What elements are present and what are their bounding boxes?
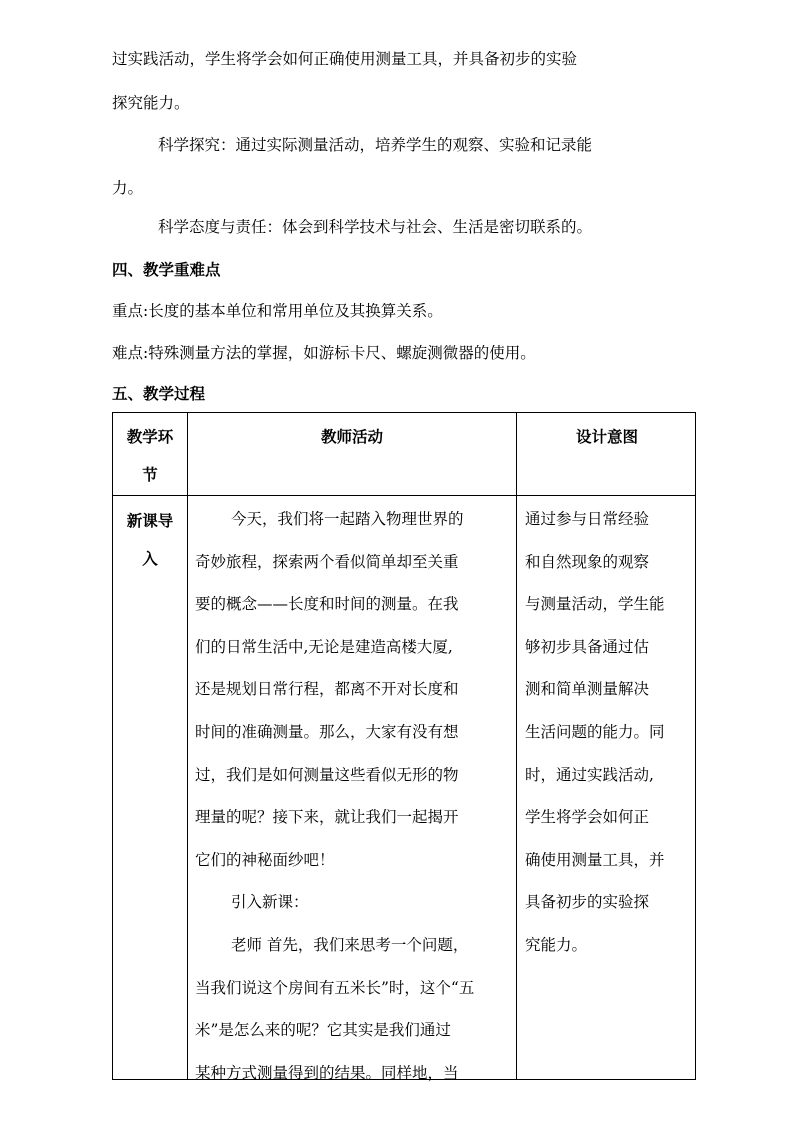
stage-new-lesson	[113, 509, 187, 569]
intent-line: 通过参与日常经验	[525, 510, 650, 528]
teacher-line: 当我们说这个房间有五米长”时，这个“五	[195, 978, 475, 997]
intent-line: 与测量活动，学生能	[525, 595, 665, 614]
header-stage-line-1: 教学环	[126, 428, 174, 446]
table-divider	[187, 413, 188, 1079]
intent-line: 学生将学会如何正	[525, 808, 650, 827]
intent-line: 究能力。	[525, 935, 588, 954]
teaching-process-table	[112, 412, 696, 1080]
teacher-line: 引入新课：	[231, 893, 309, 912]
intro-line-4: 力。	[112, 179, 144, 197]
teacher-line: 们的日常生活中,无论是建造高楼大厦,	[195, 637, 453, 656]
table-divider	[113, 495, 695, 496]
intent-line: 测和简单测量解决	[525, 680, 650, 699]
header-teacher-activity: 教师活动	[320, 428, 383, 446]
intent-line: 确使用测量工具，并	[525, 850, 665, 869]
stage-line-1: 新课导	[126, 512, 174, 530]
section-4-title: 四、教学重难点	[112, 261, 221, 279]
teacher-line: 奇妙旅程，探索两个看似简单却至关重	[195, 552, 459, 571]
intro-line-2: 探究能力。	[112, 94, 190, 112]
intro-line-1: 过实践活动，学生将学会如何正确使用测量工具，并具备初步的实验	[112, 50, 578, 68]
table-divider	[516, 413, 517, 1079]
section-5-title: 五、教学过程	[112, 385, 206, 403]
teacher-line: 要的概念——长度和时间的测量。在我	[195, 595, 459, 614]
header-design-intent: 设计意图	[575, 428, 638, 446]
teacher-line: 米”是怎么来的呢？它其实是我们通过	[195, 1021, 451, 1040]
stage-line-2: 入	[142, 550, 158, 568]
teacher-line: 某种方式测量得到的结果。同样地，当	[195, 1063, 459, 1082]
teacher-line: 老师 首先，我们来思考一个问题，	[231, 935, 469, 954]
teacher-line: 过，我们是如何测量这些看似无形的物	[195, 765, 459, 784]
intro-line-5: 科学态度与责任：体会到科学技术与社会、生活是密切联系的。	[158, 218, 593, 236]
intent-line: 生活问题的能力。同	[525, 722, 665, 741]
teacher-line: 它们的神秘面纱吧！	[195, 850, 335, 869]
intent-line: 具备初步的实验探	[525, 893, 650, 912]
intent-line: 时，通过实践活动,	[525, 765, 654, 784]
teacher-line: 还是规划日常行程，都离不开对长度和	[195, 680, 459, 699]
difficult-point: 难点:特殊测量方法的掌握，如游标卡尺、螺旋测微器的使用。	[112, 344, 536, 362]
intro-line-3: 科学探究：通过实际测量活动，培养学生的观察、实验和记录能	[158, 136, 593, 154]
intent-line: 够初步具备通过估	[525, 637, 650, 656]
intent-line: 和自然现象的观察	[525, 552, 650, 571]
key-point: 重点:长度的基本单位和常用单位及其换算关系。	[112, 302, 443, 320]
teacher-line: 时间的准确测量。那么，大家有没有想	[195, 722, 459, 741]
design-intent-text	[525, 498, 665, 967]
header-stage	[113, 425, 187, 485]
teacher-line: 今天，我们将一起踏入物理世界的	[231, 510, 464, 528]
header-stage-line-2: 节	[142, 466, 158, 484]
teacher-activity-text	[195, 498, 474, 1094]
teacher-line: 理量的呢？接下来，就让我们一起揭开	[195, 808, 459, 827]
